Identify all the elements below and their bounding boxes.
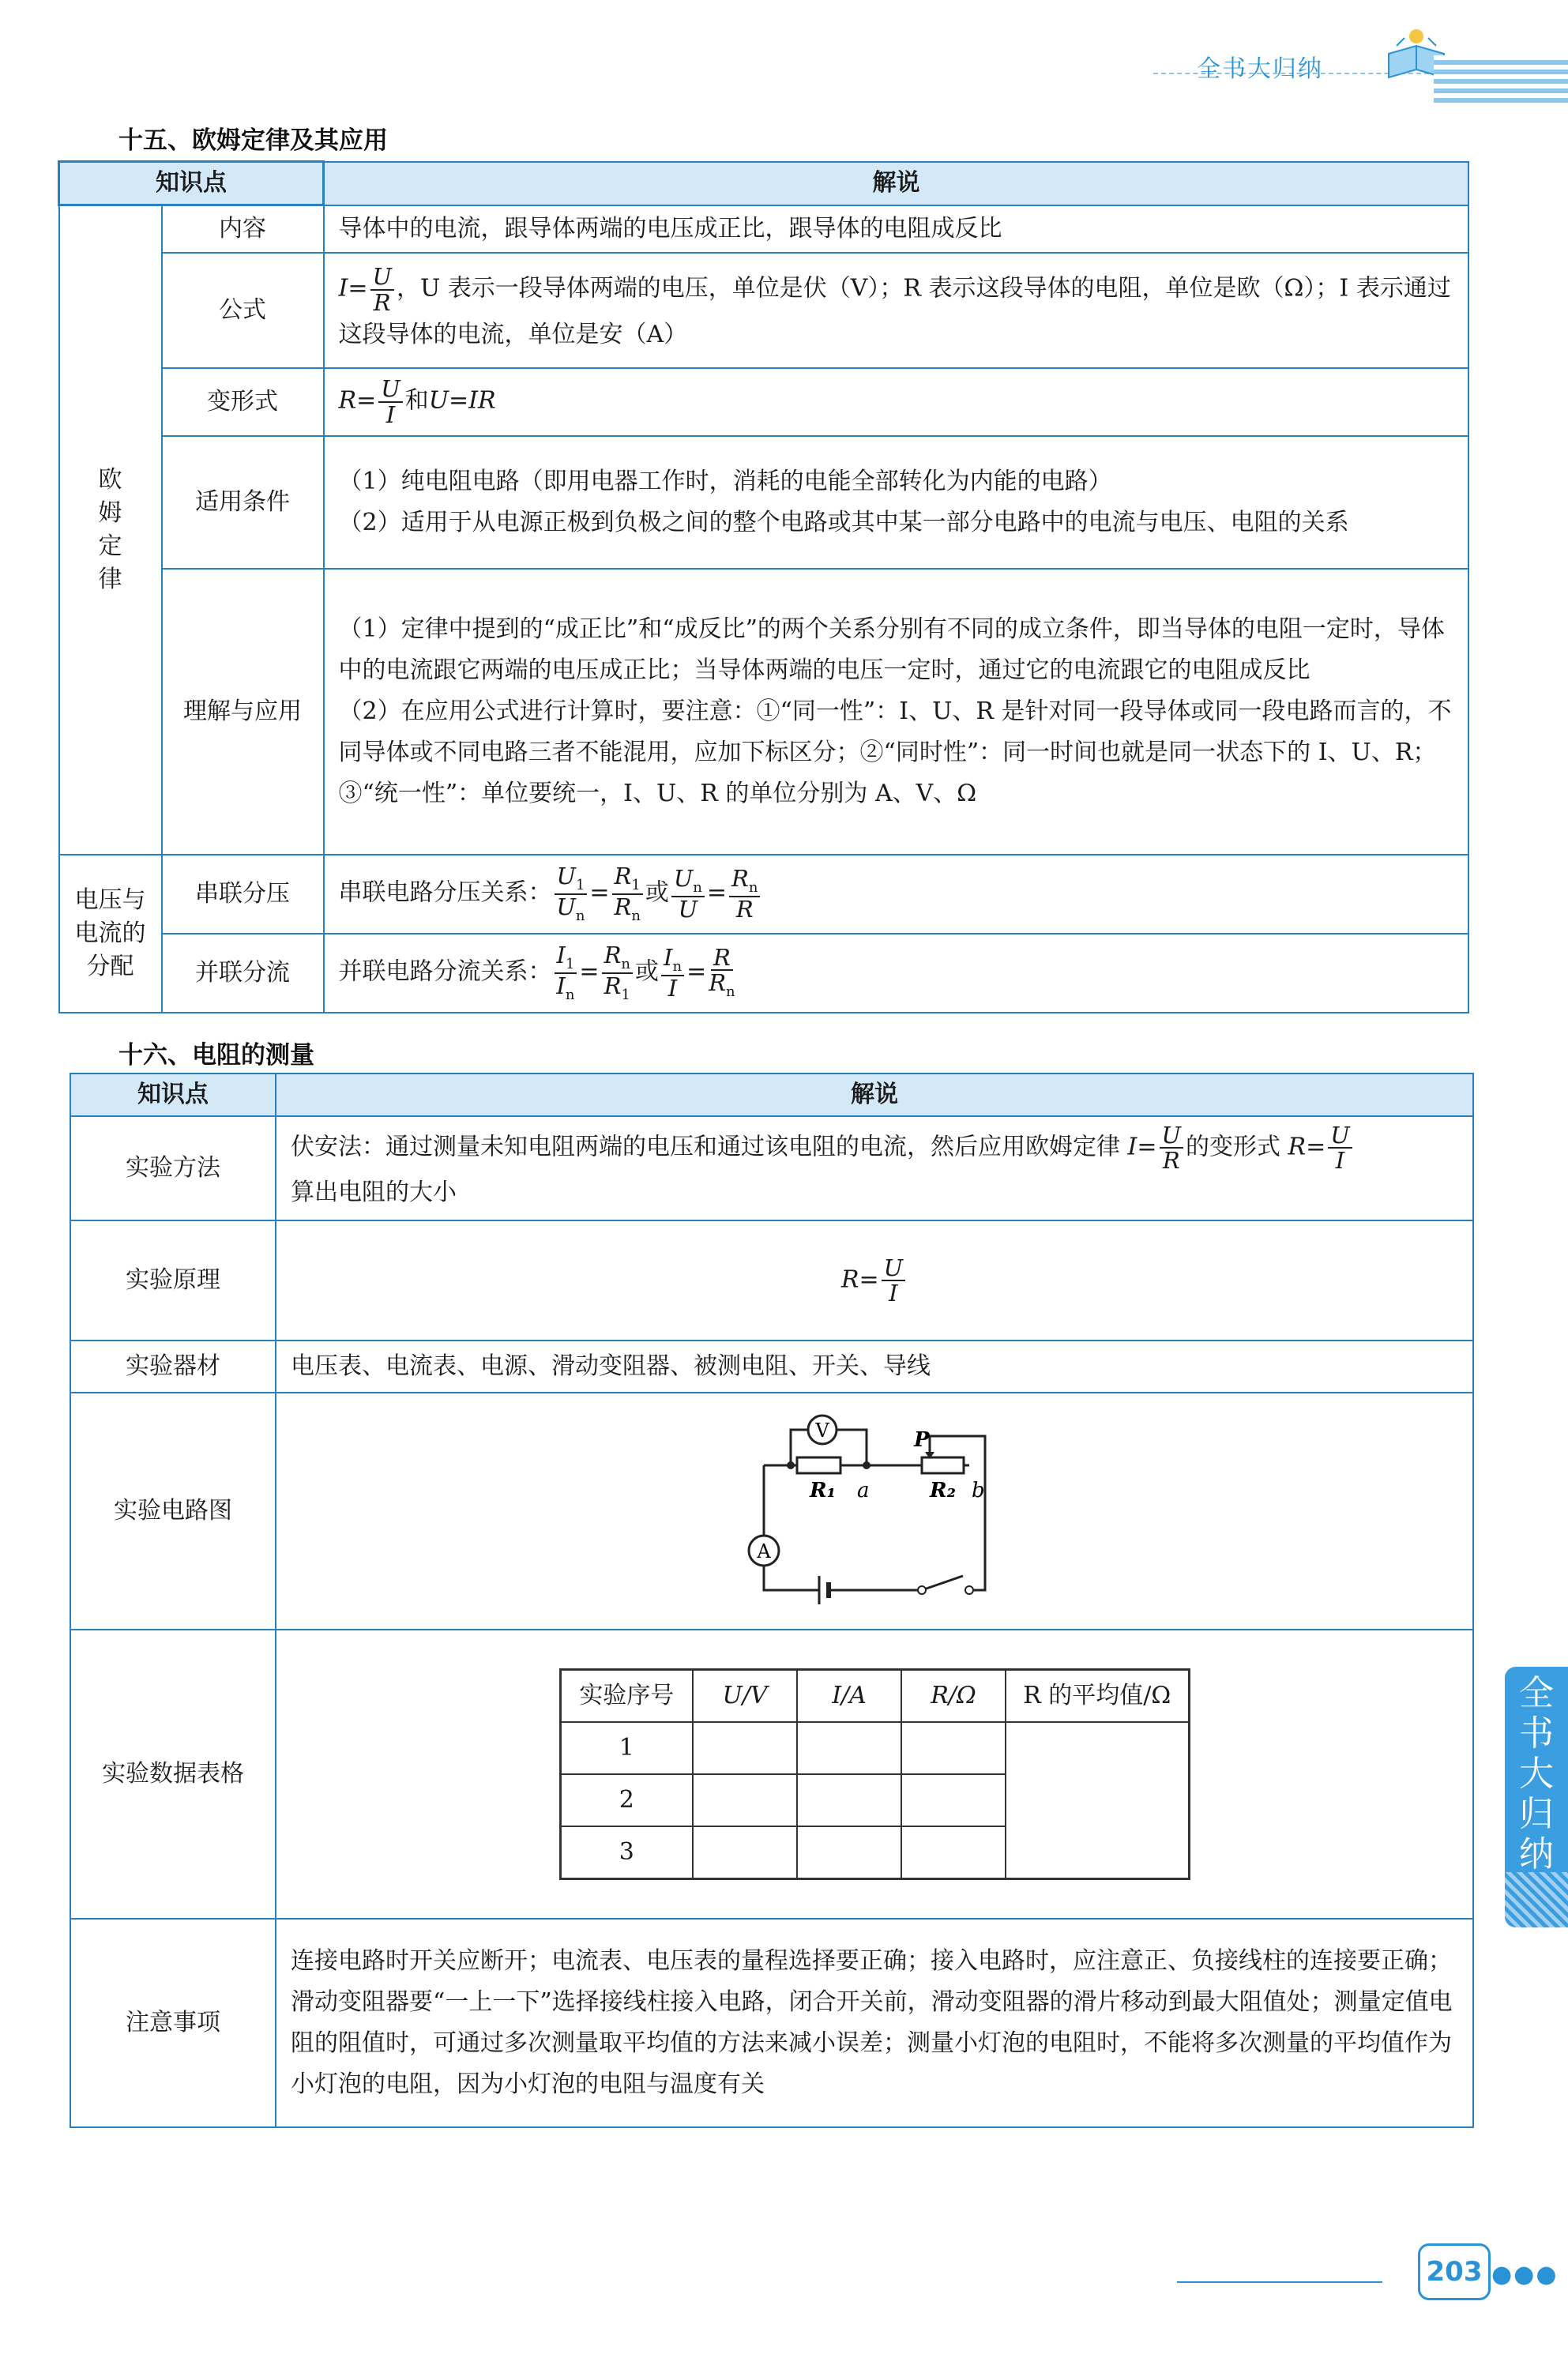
side-tab-label: 全书大归纳: [1519, 1673, 1554, 1875]
svg-text:R₁: R₁: [810, 1479, 836, 1502]
header-stripes: [1434, 55, 1568, 103]
svg-text:a: a: [857, 1479, 870, 1502]
row-label-content: 内容: [162, 205, 324, 253]
row-label-formula: 公式: [162, 253, 324, 368]
row-circuit-diagram: [276, 1393, 1473, 1630]
circuit-diagram: [740, 1408, 1009, 1614]
dt-header-avg: R 的平均值/Ω: [1006, 1670, 1189, 1723]
row-label-series: 串联分压: [162, 855, 324, 934]
row-label-method: 实验方法: [70, 1116, 276, 1220]
dt-header-i: I/A: [797, 1670, 901, 1723]
dt-row-3: 3: [560, 1826, 693, 1879]
group-ohms-law: 欧姆定律: [59, 205, 162, 855]
resistor-r1: [797, 1457, 840, 1473]
header-explain-2: 解说: [276, 1074, 1473, 1116]
row-label-principle: 实验原理: [70, 1220, 276, 1341]
row-text-series: 串联电路分压关系： $\frac{U_1}{U_n}$ = $\frac{R_1}{R_n}$ 或 $\frac{U_n}{U}$ = $\frac{R_n}{R}$: [324, 855, 1469, 934]
row-text-notes: 连接电路时开关应断开；电流表、电压表的量程选择要正确；接入电路时，应注意正、负接线柱的连接要正确；滑动变阻器要“一上一下”选择接线柱接入电路，闭合开关前，滑动变阻器的滑片移动到最大阻值处；测量定值电阻的阻值时，可通过多次测量取平均值的方法来减小误差；测量小灯泡的电阻时，不能将多次测量的平均值作为小灯泡的电阻，因为小灯泡的电阻与温度有关: [276, 1919, 1473, 2127]
dt-header-r: R/Ω: [901, 1670, 1006, 1723]
header-knowledge-2: 知识点: [70, 1074, 276, 1116]
svg-text:V: V: [815, 1420, 829, 1442]
section-16-title: 十六、电阻的测量: [118, 1041, 314, 1070]
row-label-variant: 变形式: [162, 368, 324, 436]
dt-avg-cell: [1006, 1722, 1189, 1879]
resistance-measurement-table: [70, 1073, 1474, 2128]
row-datatable: [276, 1630, 1473, 1919]
svg-text:b: b: [972, 1479, 985, 1502]
header-title: 全书大归纳: [1197, 55, 1323, 83]
header-explain: 解说: [324, 162, 1469, 205]
footer-line: [1177, 2281, 1382, 2283]
svg-text:R₂: R₂: [930, 1479, 956, 1502]
dt-row-2: 2: [560, 1774, 693, 1826]
footer-dots: ●●●: [1491, 2261, 1559, 2288]
dt-row-1: 1: [560, 1722, 693, 1774]
row-text-conditions: （1）纯电阻电路（即用电器工作时，消耗的电能全部转化为内能的电路） （2）适用于从电源正极到负极之间的整个电路或其中某一部分电路中的电流与电压、电阻的关系: [324, 436, 1469, 569]
rheostat-r2: [922, 1457, 964, 1473]
dt-header-index: 实验序号: [560, 1670, 693, 1723]
side-tab-stripes: [1505, 1872, 1568, 1927]
row-label-equipment: 实验器材: [70, 1341, 276, 1393]
row-label-circuit: 实验电路图: [70, 1393, 276, 1630]
row-text-parallel: 并联电路分流关系： $\frac{I_1}{I_n}$ = $\frac{R_n}{R_1}$ 或 $\frac{I_n}{I}$ = $\frac{R}{R_n}$: [324, 934, 1469, 1013]
row-text-content: 导体中的电流，跟导体两端的电压成正比，跟导体的电阻成反比: [324, 205, 1469, 253]
row-label-application: 理解与应用: [162, 569, 324, 855]
data-table: [559, 1668, 1190, 1880]
row-text-principle: R= $\frac{U}{I}$: [276, 1220, 1473, 1341]
svg-text:A: A: [757, 1540, 771, 1562]
row-label-datatable: 实验数据表格: [70, 1630, 276, 1919]
ohms-law-table: [58, 160, 1469, 1013]
row-text-formula: I= $\frac{U}{R}$ ，U 表示一段导体两端的电压，单位是伏（V）；R 表示这段导体的电阻，单位是欧（Ω）；I 表示通过这段导体的电流，单位是安（A）: [324, 253, 1469, 368]
dt-header-u: U/V: [693, 1670, 797, 1723]
row-label-parallel: 并联分流: [162, 934, 324, 1013]
row-text-application: （1）定律中提到的“成正比”和“成反比”的两个关系分别有不同的成立条件，即当导体的电阻一定时，导体中的电流跟它两端的电压成正比；当导体两端的电压一定时，通过它的电流跟它的电阻成反比 （2）在应用公式进行计算时，要注意：①“同一性”：I、U、R 是针对同一段导体或同一段电路而言的，不同导体或不同电路三者不能混用，应加下标区分；②“同时性”：同一时间也就是同一状态下的 I、U、R；③“统一性”：单位要统一，I、U、R 的单位分别为 A、V、Ω: [324, 569, 1469, 855]
page-number: 203: [1418, 2243, 1491, 2300]
header-knowledge: 知识点: [59, 162, 324, 205]
group-voltage-current: 电压与电流的分配: [59, 855, 162, 1013]
section-15-title: 十五、欧姆定律及其应用: [118, 126, 388, 155]
row-label-conditions: 适用条件: [162, 436, 324, 569]
row-text-method: 伏安法：通过测量未知电阻两端的电压和通过该电阻的电流，然后应用欧姆定律 I= $\frac{U}{R}$ 的变形式 R= $\frac{U}{I}$ 算出电阻的大小: [276, 1116, 1473, 1220]
row-label-notes: 注意事项: [70, 1919, 276, 2127]
row-text-equipment: 电压表、电流表、电源、滑动变阻器、被测电阻、开关、导线: [276, 1341, 1473, 1393]
svg-text:P: P: [914, 1428, 930, 1452]
row-text-variant: R= $\frac{U}{I}$ 和U=IR: [324, 368, 1469, 436]
